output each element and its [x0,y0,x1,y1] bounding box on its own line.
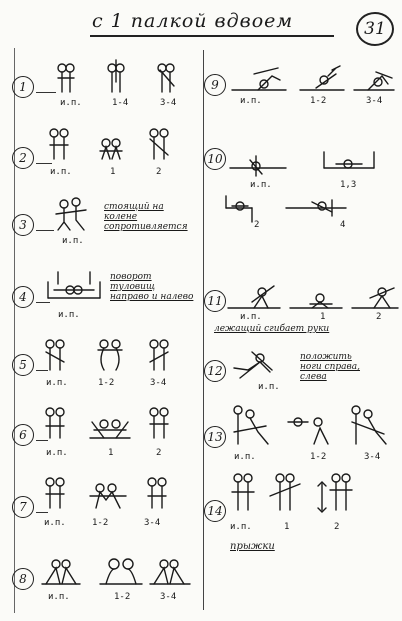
exercise-12 [200,346,400,396]
position-label: 1 [320,312,326,322]
exercise-note: поворот туловищ направо и налево [110,272,194,302]
position-label: 3-4 [150,378,167,388]
position-label: 1-2 [92,518,109,528]
stick-figures-pair [228,64,398,94]
exercise-8 [10,550,200,604]
exercise-number: 12 [204,360,226,382]
stick-figures-pair [40,336,190,376]
position-label: и.п. [44,518,66,528]
exercise-number: 2 [12,147,34,169]
position-label: 2 [156,167,162,177]
exercise-number: 8 [12,568,34,590]
position-label: 3-4 [364,452,381,462]
position-label: 3-4 [160,98,177,108]
exercise-number: 13 [204,426,226,448]
position-label: и.п. [60,98,82,108]
exercise-number: 7 [12,496,34,518]
title-underline [90,35,334,37]
exercise-5 [10,336,200,390]
exercise-number: 1 [12,76,34,98]
position-label: 3-4 [366,96,383,106]
position-label: 3-4 [160,592,177,602]
exercise-14 [200,470,400,560]
exercise-caption: лежащий сгибает руки [214,324,330,334]
exercise-1 [10,60,200,110]
stick-figures-pair [42,125,192,167]
position-label: и.п. [46,378,68,388]
exercise-number: 10 [204,148,226,170]
stick-figures-pair [50,60,200,100]
stick-figures-pair [40,550,200,590]
page-number: 31 [356,12,394,46]
position-label: и.п. [62,236,84,246]
position-label: 1-2 [310,96,327,106]
position-label: и.п. [234,452,256,462]
exercise-9 [200,60,400,110]
exercise-4 [10,268,200,318]
stick-figures-pair [224,278,398,314]
position-label: 1-2 [114,592,131,602]
position-label: 1 [108,448,114,458]
exercise-2 [10,125,200,175]
position-label: 2 [334,522,340,532]
exercise-number: 6 [12,424,34,446]
exercise-note: стоящий на колене сопротивляется [104,202,188,232]
position-label: 4 [340,220,346,230]
stick-figures-pair [44,268,104,308]
exercise-note: положить ноги справа, слева [300,352,360,382]
position-label: 1-4 [112,98,129,108]
stick-figures-pair [230,470,360,520]
position-label: и.п. [240,96,262,106]
page-title: с 1 палкой вдвоем [92,10,294,32]
stick-figures-pair [230,348,280,382]
position-label: 2 [254,220,260,230]
exercise-number: 14 [204,500,226,522]
exercise-number: 9 [204,74,226,96]
position-label: и.п. [240,312,262,322]
position-label: 3-4 [144,518,161,528]
exercise-11 [200,278,400,338]
position-label: 2 [376,312,382,322]
exercise-number: 11 [204,290,226,312]
position-label: 1-2 [310,452,327,462]
stick-figures-pair [40,474,190,514]
stick-figures-pair [50,196,100,236]
exercise-10 [200,140,400,230]
position-label: 2 [156,448,162,458]
position-label: и.п. [58,310,80,320]
exercise-7 [10,474,200,528]
exercise-number: 4 [12,286,34,308]
position-label: и.п. [50,167,72,177]
position-label: и.п. [46,448,68,458]
exercise-13 [200,404,400,464]
position-label: и.п. [48,592,70,602]
position-label: 1 [284,522,290,532]
exercise-number: 5 [12,354,34,376]
stick-figures-pair [40,404,190,444]
position-label: и.п. [258,382,280,392]
exercise-3 [10,196,200,246]
exercise-6 [10,404,200,458]
exercise-number: 3 [12,214,34,236]
stick-figures-pair [228,404,398,448]
exercise-caption: прыжки [230,541,275,552]
position-label: 1,3 [340,180,357,190]
position-label: 1-2 [98,378,115,388]
position-label: и.п. [230,522,252,532]
position-label: 1 [110,167,116,177]
position-label: и.п. [250,180,272,190]
